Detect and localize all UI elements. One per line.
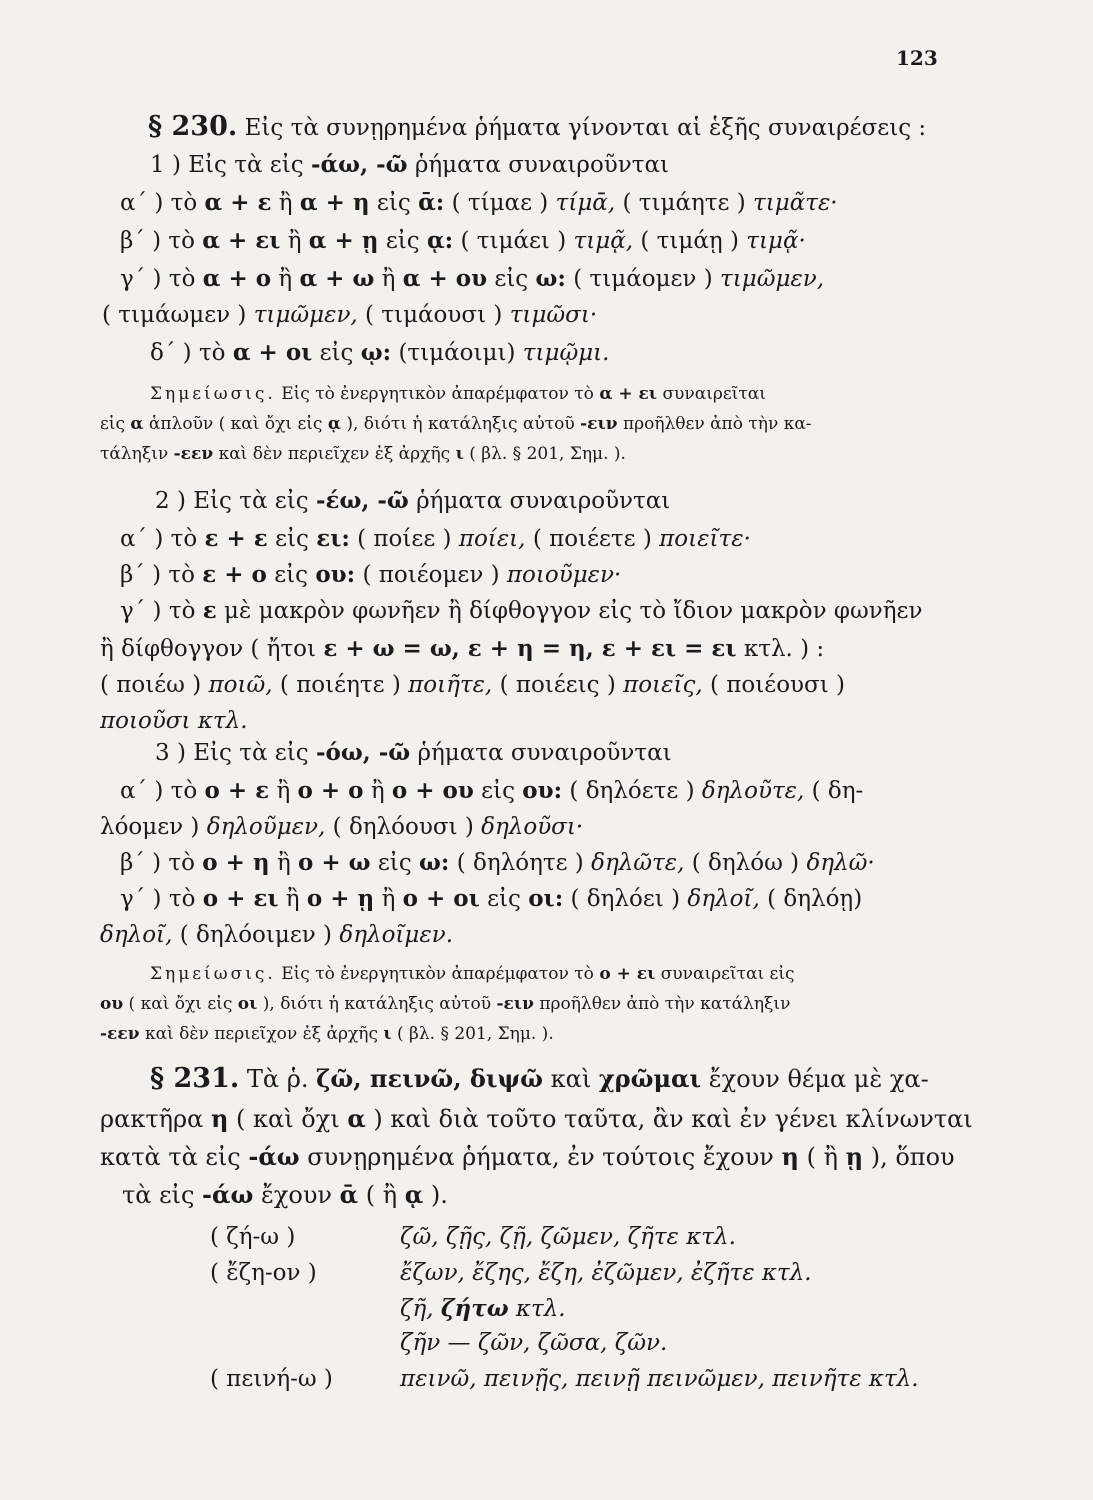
rule-3c: γ΄ ) τὸ ο + ει ἢ ο + ῃ ἢ ο + οι εἰς οι: ( δηλόει ) δηλοῖ, ( δηλόῃ) bbox=[120, 885, 863, 912]
rule-3b: β΄ ) τὸ ο + η ἢ ο + ω εἰς ω: ( δηλόητε ) δηλῶτε, ( δηλόω ) δηλῶ· bbox=[120, 849, 875, 876]
conj-row-left: ( ζή-ω ) bbox=[210, 1224, 296, 1250]
rule-1c: γ΄ ) τὸ α + ο ἢ α + ω ἢ α + ου εἰς ω: ( τιμάομεν ) τιμῶμεν, bbox=[120, 265, 825, 292]
conj-row-right: πεινῶ, πεινῇς, πεινῇ πεινῶμεν, πεινῆτε κτλ. bbox=[400, 1366, 919, 1392]
section-231-line-4: τὰ εἰς -άω ἔχουν ᾱ ( ἢ ᾳ ). bbox=[122, 1180, 448, 1209]
rule-2c-line-3: ( ποιέω ) ποιῶ, ( ποιέητε ) ποιῆτε, ( ποιέεις ) ποιεῖς, ( ποιέουσι ) bbox=[100, 672, 846, 698]
conj-row-left: ( πεινή-ω ) bbox=[210, 1366, 333, 1392]
rule-2c-line-4: ποιοῦσι κτλ. bbox=[100, 708, 248, 734]
rule-2c: γ΄ ) τὸ ε μὲ μακρὸν φωνῆεν ἢ δίφθογγον εἰς τὸ ἴδιον μακρὸν φωνῆεν bbox=[120, 597, 923, 624]
rule-3c-continued: δηλοῖ, ( δηλόοιμεν ) δηλοῖμεν. bbox=[100, 922, 454, 948]
conj-row-right: ζῶ, ζῇς, ζῇ, ζῶμεν, ζῆτε κτλ. bbox=[400, 1224, 736, 1250]
rule-1a: α΄ ) τὸ α + ε ἢ α + η εἰς ᾱ: ( τίμαε ) τίμᾱ, ( τιμάητε ) τιμᾶτε· bbox=[120, 189, 838, 216]
rule-2b: β΄ ) τὸ ε + ο εἰς ου: ( ποιέομεν ) ποιοῦμεν· bbox=[120, 561, 622, 588]
note-1-line-2: εἰς α ἁπλοῦν ( καὶ ὄχι εἰς ᾳ ), διότι ἡ κατάληξις αὐτοῦ -ειν προῆλθεν ἀπὸ τὴν κα- bbox=[100, 414, 812, 434]
rule-2c-line-2: ἢ δίφθογγον ( ἤτοι ε + ω = ω, ε + η = η, ε + ει = ει κτλ. ) : bbox=[100, 635, 825, 662]
section-231-line-2: ρακτῆρα η ( καὶ ὄχι α ) καὶ διὰ τοῦτο ταῦτα, ἂν καὶ ἐν γένει κλίνωνται bbox=[100, 1104, 973, 1133]
section-number: § 230. bbox=[148, 111, 238, 142]
conj-row-right: ζῆ, ζήτω κτλ. bbox=[400, 1295, 566, 1322]
conj-row-left: ( ἔζη-ον ) bbox=[210, 1260, 317, 1286]
section-231-line-3: κατὰ τὰ εἰς -άω συνῃρημένα ῥήματα, ἐν τούτοις ἔχουν η ( ἢ ῃ ), ὅπου bbox=[100, 1142, 955, 1171]
rule-3a-continued: λόομεν ) δηλοῦμεν, ( δηλόουσι ) δηλοῦσι· bbox=[100, 814, 584, 840]
note-1-line-3: τάληξιν -εεν καὶ δὲν περιεῖχεν ἐξ ἀρχῆς ι ( βλ. § 201, Σημ. ). bbox=[100, 444, 626, 464]
rule-3-heading: 3 ) Εἰς τὰ εἰς -όω, -ῶ ῥήματα συναιροῦνται bbox=[155, 739, 672, 766]
section-231-line-1: § 231. Τὰ ῥ. ζῶ, πεινῶ, διψῶ καὶ χρῶμαι ἔχουν θέμα μὲ χα- bbox=[150, 1063, 929, 1094]
note-1-line-1: Σημείωσις. Εἰς τὸ ἐνεργητικὸν ἀπαρέμφατον τὸ α + ει συναιρεῖται bbox=[150, 384, 766, 404]
note-2-line-1: Σημείωσις. Εἰς τὸ ἐνεργητικὸν ἀπαρέμφατον τὸ ο + ει συναιρεῖται εἰς bbox=[150, 964, 795, 984]
rule-1b: β΄ ) τὸ α + ει ἢ α + ῃ εἰς ᾳ: ( τιμάει ) τιμᾷ, ( τιμάῃ ) τιμᾷ· bbox=[120, 227, 806, 254]
rule-1-heading: 1 ) Εἰς τὰ εἰς -άω, -ῶ ῥήματα συναιροῦνται bbox=[150, 151, 670, 178]
rule-1d: δ΄ ) τὸ α + οι εἰς ῳ: (τιμάοιμι) τιμῷμι. bbox=[150, 339, 610, 366]
rule-2-heading: 2 ) Εἰς τὰ εἰς -έω, -ῶ ῥήματα συναιροῦνται bbox=[155, 487, 671, 514]
page-number: 123 bbox=[896, 46, 938, 70]
conj-row-right: ζῆν — ζῶν, ζῶσα, ζῶν. bbox=[400, 1330, 668, 1356]
rule-1c-continued: ( τιμάωμεν ) τιμῶμεν, ( τιμάουσι ) τιμῶσι· bbox=[102, 302, 598, 328]
note-2-line-2: ου ( καὶ ὄχι εἰς οι ), διότι ἡ κατάληξις αὐτοῦ -ειν προῆλθεν ἀπὸ τὴν κατάληξιν bbox=[100, 994, 791, 1014]
note-2-line-3: -εεν καὶ δὲν περιεῖχον ἐξ ἀρχῆς ι ( βλ. § 201, Σημ. ). bbox=[100, 1024, 554, 1044]
rule-2a: α΄ ) τὸ ε + ε εἰς ει: ( ποίεε ) ποίει, ( ποιέετε ) ποιεῖτε· bbox=[120, 525, 751, 552]
rule-3a: α΄ ) τὸ ο + ε ἢ ο + ο ἢ ο + ου εἰς ου: ( δηλόετε ) δηλοῦτε, ( δη- bbox=[120, 777, 864, 804]
conj-row-right: ἔζων, ἔζης, ἔζη, ἐζῶμεν, ἐζῆτε κτλ. bbox=[400, 1260, 812, 1286]
section-230-heading: § 230. Εἰς τὰ συνῃρημένα ῥήματα γίνονται αἱ ἑξῆς συναιρέσεις : bbox=[148, 111, 927, 142]
section-number: § 231. bbox=[150, 1063, 240, 1094]
